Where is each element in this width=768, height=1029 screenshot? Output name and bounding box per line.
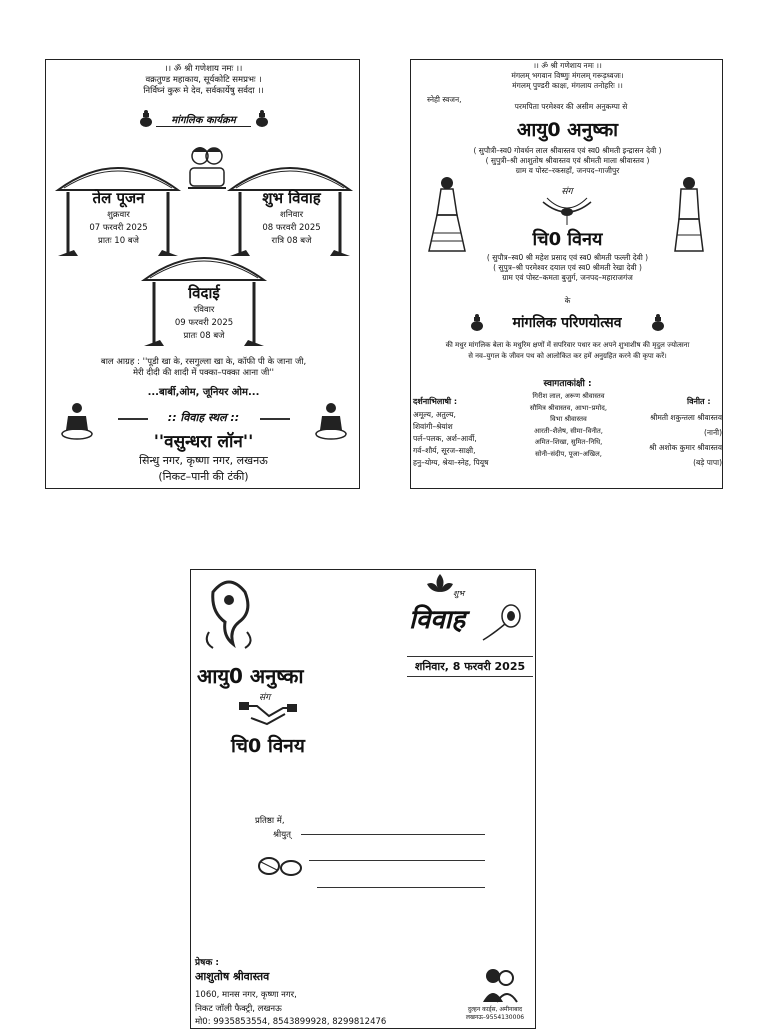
kalash-icon: [468, 314, 486, 336]
shubh-label: शुभ: [453, 589, 465, 598]
sender-name: आशुतोष श्रीवास्तव: [195, 970, 270, 983]
event-title-vidai: विदाई: [188, 284, 220, 302]
shriyut-label: श्रीयुत्: [273, 830, 291, 840]
handshake-icon: [237, 698, 299, 732]
vishnu-mantra: ।। ॐ श्री गणेशाय नमः ।। मंगलम् भगवान विष्णुः मंगलम् गरूड़ध्वजः। मंगलम् पुण्डरी काक्षः, मंगलाय तनोहरिः ।।: [511, 61, 624, 90]
event-date: 09 फरवरी 2025: [174, 318, 234, 328]
sang-label: संग: [561, 187, 573, 197]
vinit-heading: विनीत :: [687, 397, 711, 406]
couple-illustration: [186, 142, 228, 196]
venue-right-rule: [260, 418, 290, 420]
kalash-icon: [649, 314, 667, 336]
ke-label: के: [564, 296, 571, 305]
printer-info: दुल्हन कार्ड्स, अमीनाबाद लखनऊ–9554130006: [465, 1006, 525, 1021]
venue-name: ''वसुन्धरा लॉन'': [153, 432, 254, 452]
venue-landmark: (निकट–पानी की टंकी): [158, 470, 249, 483]
salutation: स्नेही स्वजन,: [427, 95, 462, 104]
event-date: 07 फरवरी 2025: [89, 223, 148, 233]
bride-name: आयु0 अनुष्का: [197, 664, 304, 688]
pratishtha-label: प्रतिष्ठा में,: [255, 816, 285, 826]
ceremony-title: मांगलिक परिणयोत्सव: [512, 315, 622, 331]
bride-name: आयु0 अनुष्का: [516, 119, 619, 141]
date-top-rule: [407, 656, 533, 657]
kalash-icon: [253, 110, 271, 132]
sender-heading: प्रेषक :: [195, 958, 219, 968]
groom-illustration: [669, 175, 709, 257]
sender-address: 1060, मानस नगर, कृष्णा नगर, निकट जॉली फैक्ट्री, लखनऊ: [195, 990, 297, 1014]
welcome-list: गिरीश लाल, अरूण श्रीवास्तव सौमित्र श्रीवास्तव, आभा–प्रमोद, विभा श्रीवास्तव आरती–शैलेष, सीमा–विनीत, अमित–शिखा, सुमित–निधि, सोनी–संदीप, पूजा–अखिल,: [529, 392, 608, 458]
wedding-date: शनिवार, 8 फरवरी 2025: [414, 660, 526, 673]
venue-heading: :: विवाह स्थल ::: [167, 411, 240, 424]
event-date: 08 फरवरी 2025: [262, 223, 321, 233]
venue-address: सिन्धु नगर, कृष्णा नगर, लखनऊ: [139, 454, 268, 467]
event-day: शुक्रवार: [107, 210, 130, 220]
peacock-feather-icon: [541, 192, 593, 230]
address-line-2: [309, 860, 485, 861]
groom-name: चि0 विनय: [532, 229, 603, 250]
event-title-shubh-vivah: शुभ विवाह: [262, 189, 321, 207]
sang-label: संग: [259, 693, 271, 703]
ganesha-icon: [199, 572, 259, 656]
event-time: प्रातः 08 बजे: [183, 331, 225, 341]
card-program: [45, 59, 360, 489]
peacock-feather-icon: [481, 602, 525, 646]
event-title-tel-poojan: तेल पूजन: [92, 189, 145, 207]
blessing-line: परमपिता परमेश्वर की असीम अनुकम्पा से: [514, 102, 628, 111]
darshan-list: अमूल्य, अतुल्य, शिवांगी–श्रेयांश पर्ल–पलक, अर्श–आर्वी, गर्व–शौर्य, सूरज–साक्षी, हनु–योग्य, श्रेया–स्नेह, पियूष: [413, 410, 489, 467]
lotus-icon: [425, 572, 455, 598]
invite-text: की मधुर मांगलिक बेला के मधुरिम क्षणों में सपरिवार पधार कर अपने शुभाशीष की मृदुल ज्योत्सना से नव–युगल के जीवन पथ को आलोकित कर हमें अनुग्रहित करने की कृपा करें।: [445, 341, 690, 360]
kalash-icon: [137, 110, 155, 132]
vinit-list: श्रीमती शकुन्तला श्रीवास्तव (नानी) श्री अशोक कुमार श्रीवास्तव (बड़े पापा): [649, 413, 722, 467]
date-bottom-rule: [407, 676, 533, 677]
event-day: शनिवार: [279, 210, 304, 220]
card-envelope: [190, 569, 536, 1029]
ganesh-mantra: ।। ॐ श्री गणेशाय नमः ।। वक्रतुण्ड महाकाय, सूर्यकोटि समप्रभः । निर्विघ्नं कुरू मे देव, सर्वकार्येषु सर्वदा ।।: [143, 64, 264, 96]
address-line-1: [301, 834, 485, 835]
welcome-heading: स्वागताकांक्षी :: [543, 379, 592, 389]
shehnai-icon: [257, 852, 305, 882]
event-day: रविवार: [193, 305, 215, 315]
sender-mobile: मो0: 9935853554, 8543899928, 8299812476: [195, 1017, 387, 1027]
venue-left-rule: [118, 418, 148, 420]
address-line-3: [317, 887, 485, 888]
vivah-title: विवाह: [409, 605, 466, 635]
darshan-heading: दर्शनाभिलाषी :: [413, 397, 458, 406]
bal-names: ...बार्बी,ओम, जूनियर ओम...: [147, 387, 260, 398]
card-invitation: [410, 59, 723, 489]
event-time: रात्रि 08 बजे: [271, 236, 312, 246]
couple-logo-icon: [479, 964, 519, 1008]
event-time: प्रातः 10 बजे: [98, 236, 139, 246]
bride-details: ( सुपौत्री–स्व0 गोवर्धन लाल श्रीवास्तव एवं स्व0 श्रीमती इन्द्रासन देवी ) ( सुपुत्री–श्री आशुतोष श्रीवास्तव एवं श्रीमती माला श्रीवास्तव ) ग्राम व पोस्ट–रकसहाँ, जनपद–गाजीपुर: [473, 146, 662, 175]
program-heading: मांगलिक कार्यक्रम: [156, 112, 251, 127]
bal-agrah: बाल आग्रह : ''पूडी खा के, रसगुल्ला खा के, कॉफी पी के जाना जी, मेरी दीदी की शादी में पक्का–पक्का आना जी'': [100, 357, 307, 378]
groom-details: ( सुपौत्र–स्व0 श्री महेश प्रसाद एवं स्व0 श्रीमती फल्ली देवी ) ( सुपुत्र–श्री परमेश्वर दयाल एवं स्व0 श्रीमती रेखा देवी ) ग्राम एवं पोस्ट–कमता बुजुर्ग, जनपद–महाराजगंज: [486, 253, 649, 282]
groom-name: चि0 विनय: [231, 735, 305, 757]
